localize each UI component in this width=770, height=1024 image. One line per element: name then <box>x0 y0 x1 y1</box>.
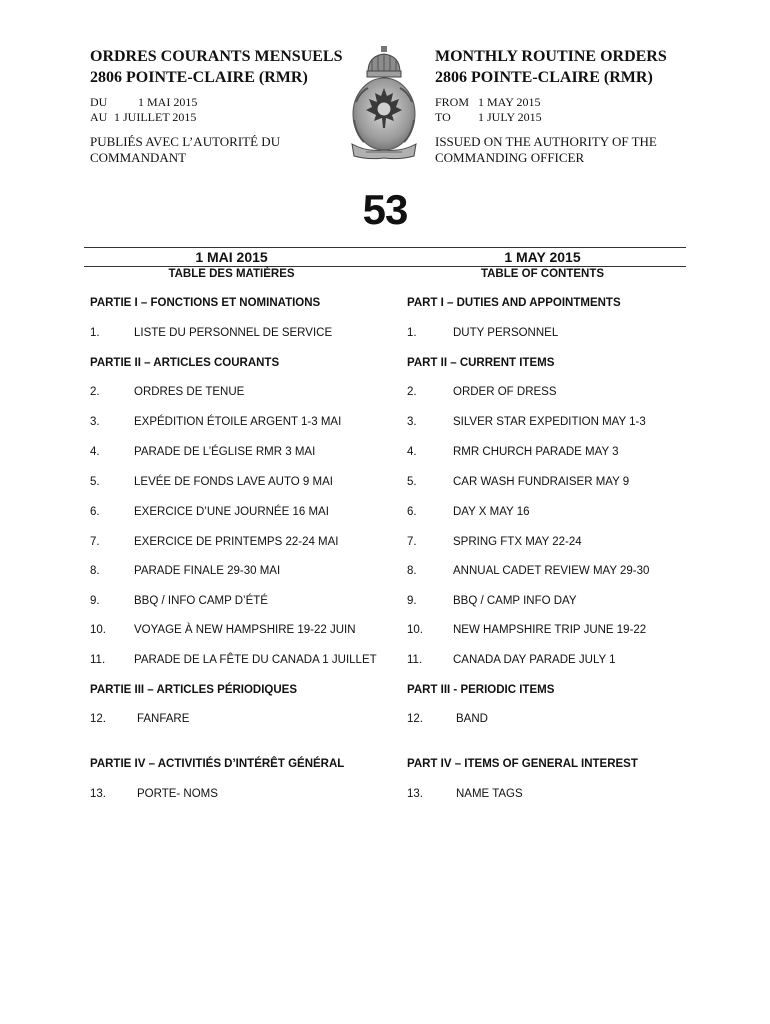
authority-fr-line1: PUBLIÉS AVEC L’AUTORITÉ DU <box>90 134 281 149</box>
toc-item-label-en: DAY X MAY 16 <box>453 506 530 518</box>
header-title-fr <box>90 46 343 88</box>
toc-item-number-fr: 2. <box>90 386 100 398</box>
authority-fr <box>90 134 280 166</box>
toc-item-label-fr: PARADE DE L’ÉGLISE RMR 3 MAI <box>134 446 316 458</box>
order-number: 53 <box>362 186 408 233</box>
toc-item-label-fr: PARADE FINALE 29-30 MAI <box>134 565 281 577</box>
toc-item <box>0 446 770 464</box>
toc-part-en: PART III - PERIODIC ITEMS <box>407 684 555 696</box>
toc-title-en: TABLE OF CONTENTS <box>480 268 605 280</box>
to-label-fr: AU <box>90 110 108 124</box>
toc-part-heading <box>0 357 770 375</box>
header-dates-fr <box>90 95 197 125</box>
toc-item-number-fr: 3. <box>90 416 100 428</box>
from-date-fr: 1 MAI 2015 <box>138 95 198 109</box>
regimental-crest-icon <box>346 44 422 162</box>
toc-item-label-en: BAND <box>456 713 488 725</box>
toc-part-heading <box>0 297 770 315</box>
toc-part-en: PART II – CURRENT ITEMS <box>407 357 555 369</box>
toc-item-number-fr: 7. <box>90 536 100 548</box>
toc-item-number-en: 6. <box>407 506 417 518</box>
toc-item <box>0 386 770 404</box>
toc-item-label-fr: EXERCICE DE PRINTEMPS 22-24 MAI <box>134 536 339 548</box>
toc-item-number-fr: 11. <box>90 654 106 666</box>
toc-item-number-fr: 9. <box>90 595 100 607</box>
toc-item-number-en: 10. <box>407 624 423 636</box>
header-title-fr-line1: ORDRES COURANTS MENSUELS <box>90 48 343 65</box>
toc-part-heading <box>0 684 770 702</box>
toc-item-label-fr: ORDRES DE TENUE <box>134 386 245 398</box>
toc-item <box>0 595 770 613</box>
authority-en <box>435 134 657 166</box>
toc-item <box>0 506 770 524</box>
toc-item-number-en: 5. <box>407 476 417 488</box>
toc-item-label-fr: PORTE- NOMS <box>137 788 218 800</box>
header-title-en-line2: 2806 POINTE-CLAIRE (RMR) <box>435 69 653 86</box>
toc-part-en: PART I – DUTIES AND APPOINTMENTS <box>407 297 621 309</box>
toc-item <box>0 476 770 494</box>
toc-item-number-en: 11. <box>407 654 423 666</box>
toc-item-label-en: BBQ / CAMP INFO DAY <box>453 595 577 607</box>
toc-item-number-en: 2. <box>407 386 417 398</box>
toc-item <box>0 536 770 554</box>
toc-item-label-fr: FANFARE <box>137 713 190 725</box>
to-label-en: TO <box>435 110 451 124</box>
from-label-fr: DU <box>90 95 108 109</box>
header-title-fr-line2: 2806 POINTE-CLAIRE (RMR) <box>90 69 308 86</box>
toc-item-number-en: 12. <box>407 713 423 725</box>
toc-part-en: PART IV – ITEMS OF GENERAL INTEREST <box>407 758 638 770</box>
toc-item-label-en: DUTY PERSONNEL <box>453 327 559 339</box>
toc-item-label-fr: EXPÉDITION ÉTOILE ARGENT 1-3 MAI <box>134 416 342 428</box>
to-date-en: 1 JULY 2015 <box>478 110 542 124</box>
authority-fr-line2: COMMANDANT <box>90 150 187 165</box>
toc-item-number-en: 3. <box>407 416 417 428</box>
date-fr: 1 MAI 2015 <box>195 249 268 265</box>
toc-item <box>0 624 770 642</box>
date-en: 1 MAY 2015 <box>504 249 581 265</box>
toc-item-label-fr: BBQ / INFO CAMP D’ÉTÉ <box>134 595 268 607</box>
toc-item-label-en: NAME TAGS <box>456 788 523 800</box>
authority-en-line1: ISSUED ON THE AUTHORITY OF THE <box>435 134 657 149</box>
toc-item-label-en: NEW HAMPSHIRE TRIP JUNE 19-22 <box>453 624 647 636</box>
toc-item-label-fr: VOYAGE À NEW HAMPSHIRE 19-22 JUIN <box>134 624 356 636</box>
toc-item-number-en: 13. <box>407 788 423 800</box>
header-title-en-line1: MONTHLY ROUTINE ORDERS <box>435 48 667 65</box>
toc-item-number-fr: 6. <box>90 506 100 518</box>
toc-part-fr: PARTIE IV – ACTIVITIÉS D’INTÉRÊT GÉNÉRAL <box>90 758 345 770</box>
header-dates-en <box>435 95 542 125</box>
toc-item <box>0 565 770 583</box>
toc-item-label-fr: PARADE DE LA FÊTE DU CANADA 1 JUILLET <box>134 654 377 666</box>
toc-item-label-fr: LISTE DU PERSONNEL DE SERVICE <box>134 327 333 339</box>
top-divider <box>84 247 686 248</box>
toc-item-number-fr: 5. <box>90 476 100 488</box>
authority-en-line2: COMMANDING OFFICER <box>435 150 585 165</box>
toc-item-label-en: SILVER STAR EXPEDITION MAY 1-3 <box>453 416 646 428</box>
from-label-en: FROM <box>435 95 470 109</box>
toc-part-fr: PARTIE II – ARTICLES COURANTS <box>90 357 280 369</box>
toc-item-number-en: 9. <box>407 595 417 607</box>
toc-part-heading <box>0 758 770 776</box>
to-date-fr: 1 JUILLET 2015 <box>114 110 197 124</box>
bottom-divider <box>84 266 686 267</box>
toc-item-label-en: RMR CHURCH PARADE MAY 3 <box>453 446 619 458</box>
header-title-en <box>435 46 667 88</box>
toc-item-label-en: SPRING FTX MAY 22-24 <box>453 536 582 548</box>
toc-item <box>0 416 770 434</box>
toc-item-number-fr: 8. <box>90 565 100 577</box>
toc-item-number-en: 4. <box>407 446 417 458</box>
toc-item-label-en: CAR WASH FUNDRAISER MAY 9 <box>453 476 630 488</box>
toc-item-label-fr: LEVÉE DE FONDS LAVE AUTO 9 MAI <box>134 476 333 488</box>
toc-item-number-fr: 1. <box>90 327 100 339</box>
toc-item-number-fr: 12. <box>90 713 106 725</box>
toc-item <box>0 788 770 806</box>
toc-item-number-en: 7. <box>407 536 417 548</box>
toc-item <box>0 327 770 345</box>
toc-part-fr: PARTIE III – ARTICLES PÉRIODIQUES <box>90 684 298 696</box>
toc-item-number-fr: 13. <box>90 788 106 800</box>
from-date-en: 1 MAY 2015 <box>478 95 541 109</box>
toc-item-label-en: ORDER OF DRESS <box>453 386 557 398</box>
toc-part-fr: PARTIE I – FONCTIONS ET NOMINATIONS <box>90 297 321 309</box>
toc-item-label-fr: EXERCICE D’UNE JOURNÉE 16 MAI <box>134 506 329 518</box>
toc-item-number-fr: 4. <box>90 446 100 458</box>
toc-item <box>0 713 770 731</box>
toc-item-number-en: 1. <box>407 327 417 339</box>
toc-item-number-en: 8. <box>407 565 417 577</box>
toc-item-label-en: CANADA DAY PARADE JULY 1 <box>453 654 616 666</box>
toc-title-fr: TABLE DES MATIÈRES <box>168 268 295 280</box>
toc-item <box>0 654 770 672</box>
toc-item-label-en: ANNUAL CADET REVIEW MAY 29-30 <box>453 565 650 577</box>
toc-item-number-fr: 10. <box>90 624 106 636</box>
